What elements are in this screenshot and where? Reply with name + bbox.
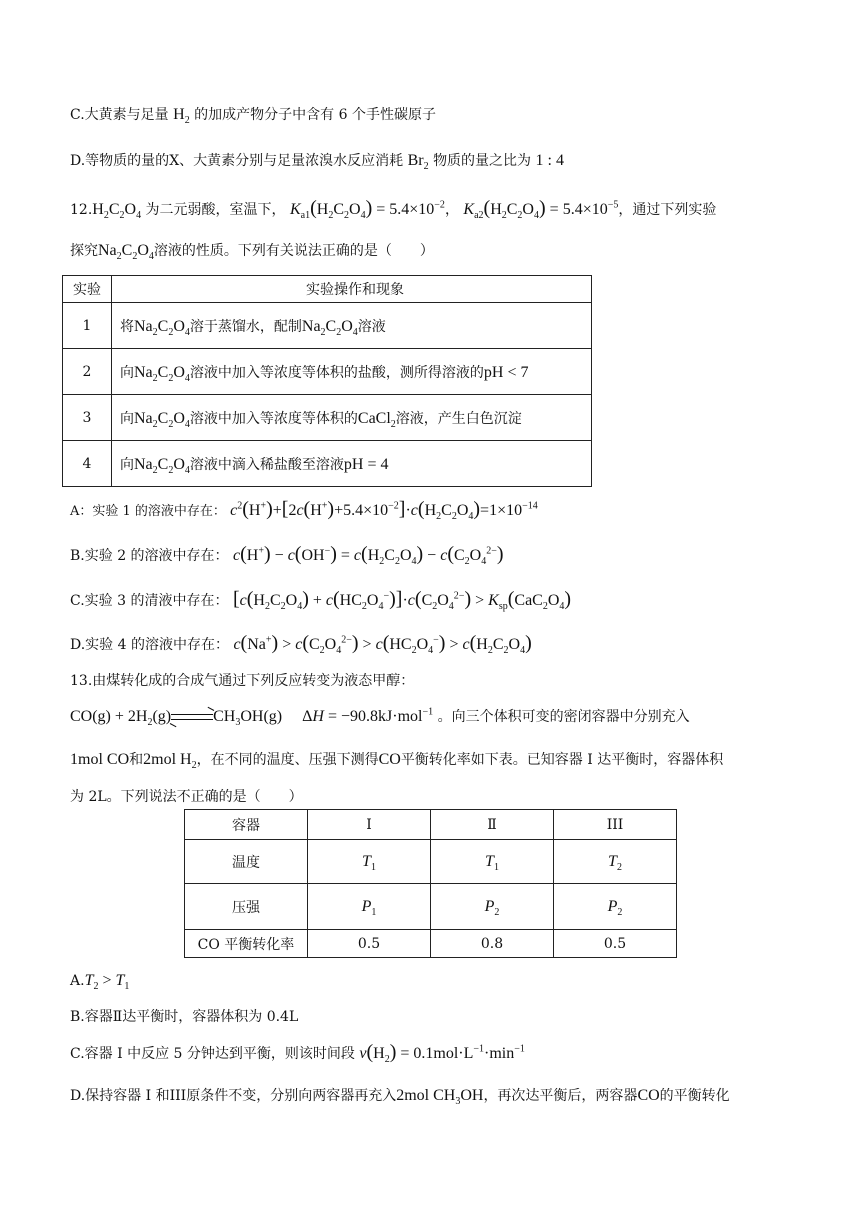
q11-c-num: 6 (338, 107, 348, 123)
q13-stem-line1 (70, 670, 414, 692)
cell-var: T (485, 852, 494, 870)
table-row (185, 884, 677, 930)
table-row (63, 303, 592, 349)
cell-var: P (484, 897, 495, 915)
q11-d-x: X (169, 153, 180, 169)
q12-stem2: ，通过下列实验 (618, 202, 717, 218)
row-text-a: 将 (120, 318, 134, 335)
row-text-c: 溶液，产生白色沉淀 (395, 410, 522, 427)
table-cell: 0.5 (308, 930, 431, 958)
header-operation: 实验操作和现象 (112, 276, 592, 303)
option-b-label: B.实验 2 的溶液中存在： (70, 548, 229, 564)
q13-stem3a: 1mol CO (70, 751, 130, 768)
option-c-unit: ·min (484, 1045, 515, 1062)
q11-option-c: C.大黄素与足量 $H_2$ 的加成产物分子中含有 6 个手性碳原子 (70, 106, 436, 127)
option-a-rhs-exp: −14 (522, 500, 538, 512)
ka1-exp: −2 (434, 199, 445, 211)
row-text-c: pH < 7 (483, 363, 529, 381)
table-cell (431, 840, 554, 884)
delta-h: = −90.8kJ·mol (327, 708, 423, 725)
row-text-c: pH = 4 (343, 455, 389, 473)
cell-var: P (607, 897, 618, 915)
option-a-val: 5.4×10 (343, 502, 389, 519)
q13-option-b (70, 1006, 298, 1028)
equilibrium-arrow-icon (171, 711, 213, 723)
option-a-rhs: 1×10 (489, 502, 523, 519)
q13-container-table (184, 809, 677, 958)
q11-option-d: D.等物质的量的X、大黄素分别与足量浓溴水反应消耗 $Br_2$ 物质的量之比为 1 : 4 (70, 152, 564, 173)
table-cell: 0.5 (554, 930, 677, 958)
q12-experiment-table (62, 275, 592, 487)
table-cell: 0.8 (431, 930, 554, 958)
option-d-text: D.保持容器 I 和III原条件不变，分别向两容器再充入 (70, 1088, 397, 1104)
table-row (63, 395, 592, 441)
row-text-b: 溶液中加入等浓度等体积的 (189, 410, 358, 427)
q11-d-mid2: 物质的量之比为 (433, 153, 532, 169)
header-iii: III (554, 810, 677, 840)
header-experiment: 实验 (63, 276, 112, 303)
q11-d-prefix: D.等物质的量的 (70, 153, 170, 169)
q12-stem3a: 探究 (70, 243, 98, 259)
q12-option-c: C.实验 3 的清液中存在： $[c(H_2C_2O_4) + c(HC_2O_4^-)]\cdot c(C_2O_4^{2-}) > K_{sp}(CaC_2O_4)$ (70, 588, 572, 613)
q11-c-mid: 的加成产物分子中含有 (194, 107, 335, 123)
header-i: I (308, 810, 431, 840)
q12-stem3b: 溶液的性质。下列有关说法正确的是（ ） (153, 243, 434, 259)
cell-var: T (608, 852, 617, 870)
row-text-b: 溶液中滴入稀盐酸至溶液 (189, 456, 344, 473)
q13-stem3c: 2mol H (143, 751, 192, 768)
row-label: 温度 (185, 840, 308, 884)
cell-var: P (361, 897, 372, 915)
option-d-label: D.实验 4 的溶液中存在： (70, 637, 229, 653)
row-number: 1 (63, 303, 112, 349)
option-d-amount: 2mol CH (396, 1087, 456, 1104)
q13-stem3d: ，在不同的温度、压强下测得 (196, 752, 379, 768)
q11-c-prefix: C.大黄素与足量 (70, 107, 169, 123)
table-row (185, 840, 677, 884)
row-number: 3 (63, 395, 112, 441)
row-number: 2 (63, 349, 112, 395)
table-row (63, 349, 592, 395)
q13-stem2: 。向三个体积可变的密闭容器中分别充入 (437, 709, 690, 725)
table-row (63, 441, 592, 487)
cell-sub: 1 (370, 861, 376, 873)
option-b-text: B.容器Ⅱ达平衡时，容器体积为 0.4L (70, 1009, 299, 1025)
q13-stem-line2: $CO(g) + 2H_2(g)$ $CH_3OH(g)$ ΔH = −90.8kJ·mol$^{-1}$ 。向三个体积可变的密闭容器中分别充入 (70, 706, 690, 729)
q13-stem1: 13.由煤转化成的合成气通过下列反应转变为液态甲醇： (70, 673, 415, 689)
row-text-a: 向 (120, 456, 134, 473)
ka1-value: 5.4×10 (389, 201, 435, 218)
q12-stem1: 为二元弱酸，室温下， (145, 202, 286, 218)
row-operation: 将$Na_2C_2O_4$溶于蒸馏水，配制$Na_2C_2O_4$溶液 (112, 303, 592, 349)
row-operation: 向$Na_2C_2O_4$溶液中加入等浓度等体积的盐酸，测所得溶液的pH < 7 (112, 349, 592, 395)
q13-stem3e: 平衡转化率如下表。已知容器 I 达平衡时，容器体积 (400, 752, 724, 768)
cell-var: T (362, 852, 371, 870)
option-d-oh: OH (460, 1087, 484, 1104)
q12-number: 12. (70, 202, 93, 218)
q13-option-c: C.容器 I 中反应 5 分钟达到平衡，则该时间段 $v(H_2) = 0.1mol\cdot L^{-1}\cdot\min^{-1}$ (70, 1041, 525, 1066)
q12-stem-line2: 探究$Na_2C_2O_4$溶液的性质。下列有关说法正确的是（ ） (70, 242, 434, 263)
option-c-label: C.实验 3 的清液中存在： (70, 593, 229, 609)
option-d-text3: 的平衡转化 (659, 1088, 730, 1104)
table-row (185, 930, 677, 958)
cell-sub: 2 (494, 906, 500, 918)
option-d-text2: ，再次达平衡后，两容器 (483, 1088, 638, 1104)
q13-option-a: $A.T_2 > T_1$ (70, 972, 130, 993)
row-number: 4 (63, 441, 112, 487)
header-ii: Ⅱ (431, 810, 554, 840)
q13-option-d: D.保持容器 I 和III原条件不变，分别向两容器再充入2mol $CH_3OH$，再次达平衡后，两容器CO的平衡转化 (70, 1087, 730, 1108)
cell-sub: 2 (616, 861, 622, 873)
option-c-text: C.容器 I 中反应 5 分钟达到平衡，则该时间段 (70, 1046, 355, 1062)
table-cell (431, 884, 554, 930)
cell-sub: 1 (493, 861, 499, 873)
row-label: CO 平衡转化率 (185, 930, 308, 958)
option-a-label: A：实验 1 的溶液中存在： (70, 504, 226, 519)
cell-sub: 1 (371, 906, 377, 918)
ka2-exp: −5 (607, 199, 619, 211)
ka2-value: 5.4×10 (562, 201, 608, 218)
q11-d-mid: 、大黄素分别与足量浓溴水反应消耗 (179, 153, 404, 169)
cell-sub: 2 (617, 906, 623, 918)
q12-option-d: D.实验 4 的溶液中存在： $c(Na^+) > c(C_2O_4^{2-}) > c(HC_2O_4^-) > c(H_2C_2O_4)$ (70, 632, 532, 657)
row-label: 压强 (185, 884, 308, 930)
q11-c-suffix: 个手性碳原子 (351, 107, 436, 123)
table-cell (554, 884, 677, 930)
header-container: 容器 (185, 810, 308, 840)
q11-d-ratio: 1 : 4 (535, 152, 564, 169)
row-operation: 向$Na_2C_2O_4$溶液中加入等浓度等体积的CaCl$_2$溶液，产生白色沉淀 (112, 395, 592, 441)
q12-stem-line1: $12.H_2C_2O_4$ 为二元弱酸，室温下， $K_{a1}(H_2C_2O_4) = 5.4\times 10^{-2}$， $K_{a2}(H_2C_2O_4) = 5.4\times 10^{-5}$，通过下列实验 (70, 197, 717, 222)
row-text-c: 溶液 (357, 318, 386, 335)
row-operation: 向$Na_2C_2O_4$溶液中滴入稀盐酸至溶液pH = 4 (112, 441, 592, 487)
row-text-a: 向 (120, 364, 134, 381)
q13-stem3b: 和 (129, 752, 144, 768)
option-c-val: = 0.1mol·L (400, 1045, 474, 1062)
q13-stem4: 为 2L。下列说法不正确的是（ ） (70, 789, 303, 805)
row-text-a: 向 (120, 410, 134, 427)
table-cell (554, 840, 677, 884)
row-text-b: 溶于蒸馏水，配制 (189, 318, 302, 335)
table-cell (308, 840, 431, 884)
option-a-label: A. (70, 973, 85, 989)
table-header-row (185, 810, 677, 840)
table-cell (308, 884, 431, 930)
q12-option-b: B.实验 2 的溶液中存在： $c(H^+) - c(OH^-) = c(H_2C_2O_4) - c(C_2O_4^{2-})$ (70, 543, 504, 568)
option-d-co: CO (637, 1087, 660, 1104)
q13-stem-line4 (70, 786, 303, 808)
q13-stem-line3: 1mol CO和2mol $H_2$，在不同的温度、压强下测得CO平衡转化率如下表。已知容器 I 达平衡时，容器体积 (70, 751, 724, 772)
row-text-b: 溶液中加入等浓度等体积的盐酸，测所得溶液的 (189, 364, 484, 381)
table-header-row (63, 276, 592, 303)
q12-option-a: A：实验 1 的溶液中存在： $c^2(H^+)+[2c(H^+)+5.4\times 10^{-2}]\cdot c(H_2C_2O_4)=1\times 10^{-14}$ (70, 498, 538, 523)
